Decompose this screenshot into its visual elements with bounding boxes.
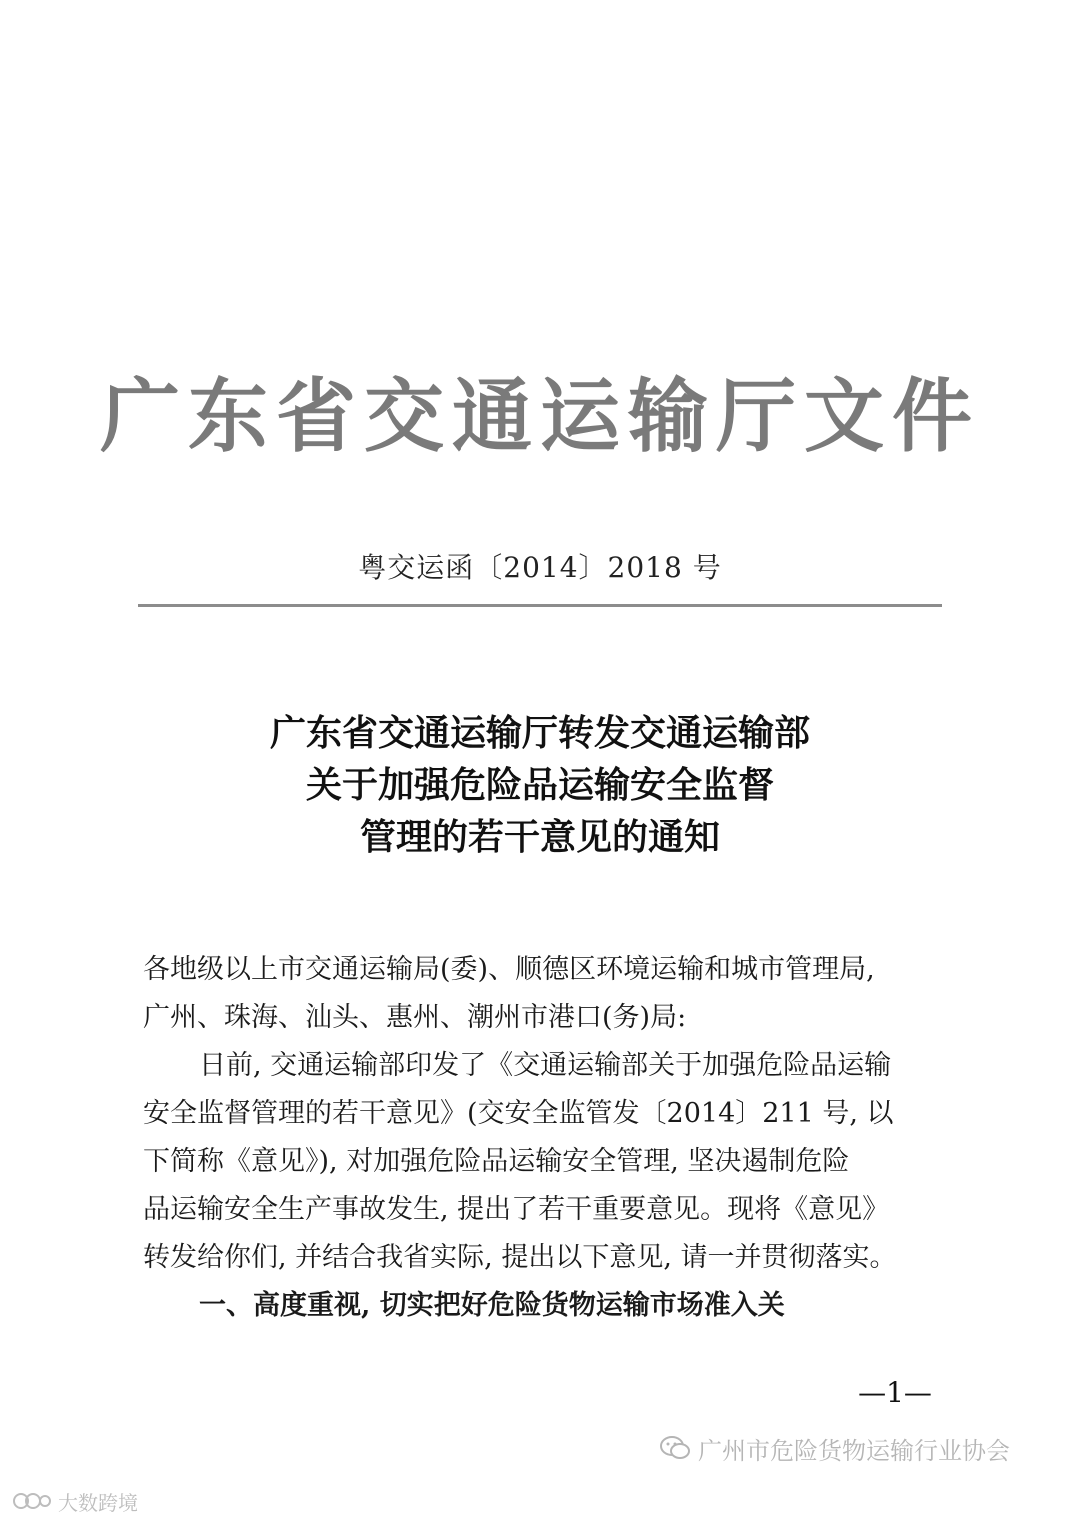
section-heading: 一、高度重视, 切实把好危险货物运输市场准入关	[199, 1290, 785, 1321]
addressee-line: 各地级以上市交通运输局(委)、顺德区环境运输和城市管理局,	[143, 954, 875, 985]
wechat-icon	[660, 1435, 690, 1461]
paragraph-line: 日前, 交通运输部印发了《交通运输部关于加强危险品运输	[199, 1050, 892, 1081]
paragraph-line: 安全监督管理的若干意见》(交安全监管发〔2014〕211 号, 以	[143, 1098, 894, 1129]
wechat-watermark	[660, 1430, 1010, 1466]
title-line: 关于加强危险品运输安全监督	[305, 765, 774, 806]
title-line: 管理的若干意见的通知	[359, 817, 720, 858]
paragraph-line: 品运输安全生产事故发生, 提出了若干重要意见。现将《意见》	[143, 1194, 890, 1225]
document-body	[143, 946, 939, 1330]
issuer-title: 广东省交通运输厅文件	[100, 370, 980, 463]
addressee-line: 广州、珠海、汕头、惠州、潮州市港口(务)局:	[143, 1002, 687, 1033]
wechat-account-name: 广州市危险货物运输行业协会	[698, 1436, 1010, 1465]
page-number: —1—	[858, 1376, 932, 1409]
header-divider	[138, 604, 942, 607]
title-line: 广东省交通运输厅转发交通运输部	[269, 713, 810, 754]
document-number: 粤交运函〔2014〕2018 号	[358, 551, 722, 584]
paragraph-line: 下简称《意见》), 对加强危险品运输安全管理, 坚决遏制危险	[143, 1146, 850, 1177]
brand-watermark-text: 大数跨境	[58, 1490, 138, 1515]
brand-logo-icon	[12, 1490, 52, 1512]
paragraph-line: 转发给你们, 并结合我省实际, 提出以下意见, 请一并贯彻落实。	[143, 1242, 897, 1273]
document-title	[0, 708, 1080, 864]
brand-watermark	[12, 1486, 138, 1516]
